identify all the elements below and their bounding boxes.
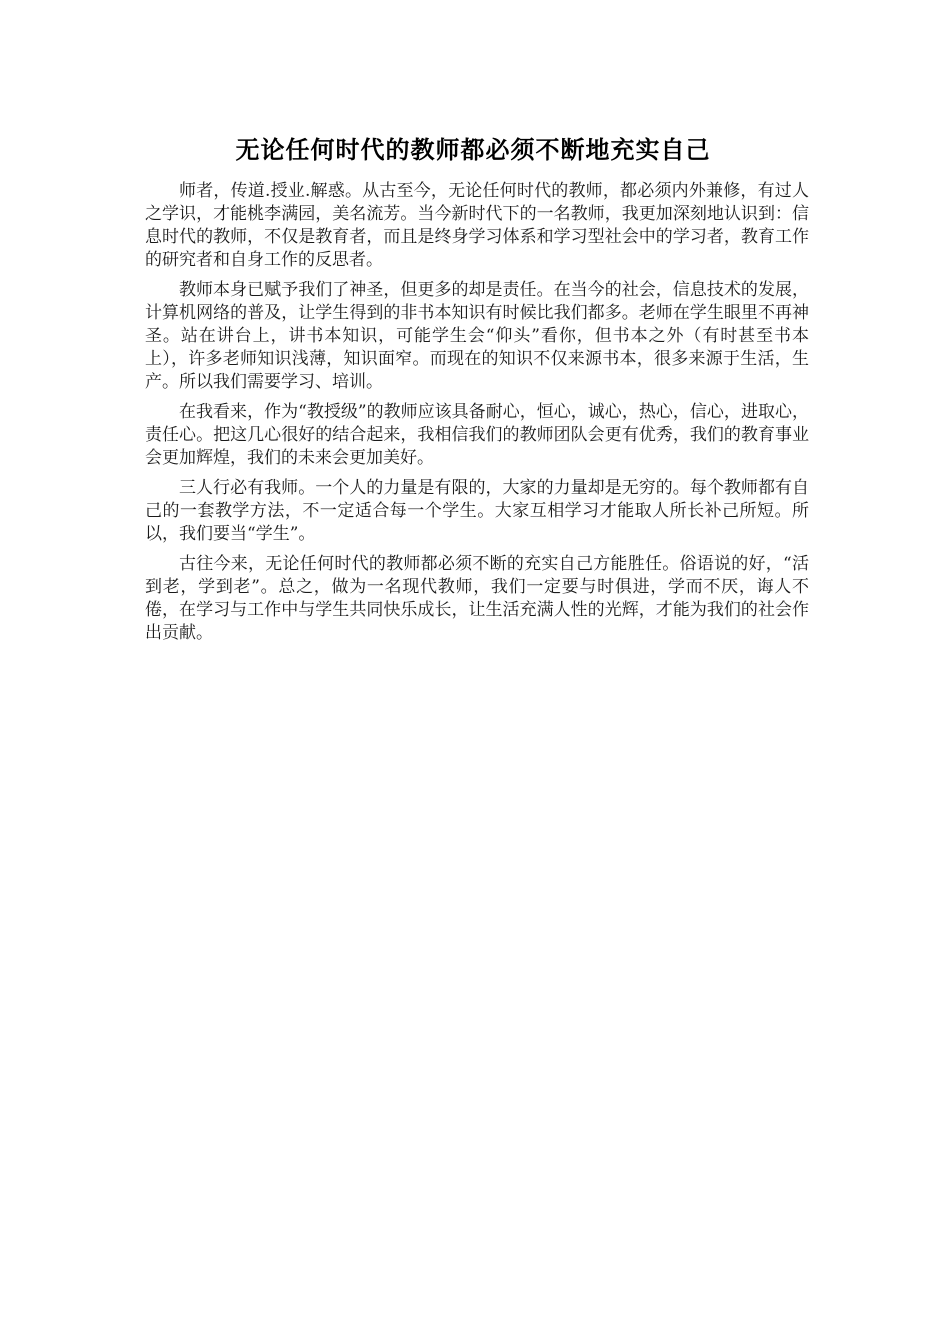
paragraph-4: 三人行必有我师。一个人的力量是有限的，大家的力量却是无穷的。每个教师都有自己的一套教学方法，不一定适合每一个学生。大家互相学习才能取人所长补己所短。所以，我们要当“学生”。 [145, 478, 809, 544]
paragraph-3: 在我看来，作为“教授级”的教师应该具备耐心，恒心，诚心，热心，信心，进取心，责任心。把这几心很好的结合起来，我相信我们的教师团队会更有优秀，我们的教育事业会更加辉煌，我们的未来会更加美好。 [145, 402, 809, 468]
paragraph-1: 师者，传道.授业.解惑。从古至今，无论任何时代的教师，都必须内外兼修，有过人之学识，才能桃李满园，美名流芳。当今新时代下的一名教师，我更加深刻地认识到：信息时代的教师，不仅是教育者，而且是终身学习体系和学习型社会中的学习者，教育工作的研究者和自身工作的反思者。 [145, 181, 809, 270]
document-title: 无论任何时代的教师都必须不断地充实自己 [235, 135, 711, 164]
paragraph-5: 古往今来，无论任何时代的教师都必须不断的充实自己方能胜任。俗语说的好，“活到老，学到老”。总之，做为一名现代教师，我们一定要与时俱进，学而不厌，诲人不倦，在学习与工作中与学生共同快乐成长，让生活充满人性的光辉，才能为我们的社会作出贡献。 [145, 554, 809, 643]
paragraph-2: 教师本身已赋予我们了神圣，但更多的却是责任。在当今的社会，信息技术的发展，计算机网络的普及，让学生得到的非书本知识有时候比我们都多。老师在学生眼里不再神圣。站在讲台上，讲书本知识，可能学生会“仰头”看你，但书本之外（有时甚至书本上），许多老师知识浅薄，知识面窄。而现在的知识不仅来源书本，很多来源于生活，生产。所以我们需要学习、培训。 [145, 280, 809, 392]
document-body [145, 180, 809, 652]
